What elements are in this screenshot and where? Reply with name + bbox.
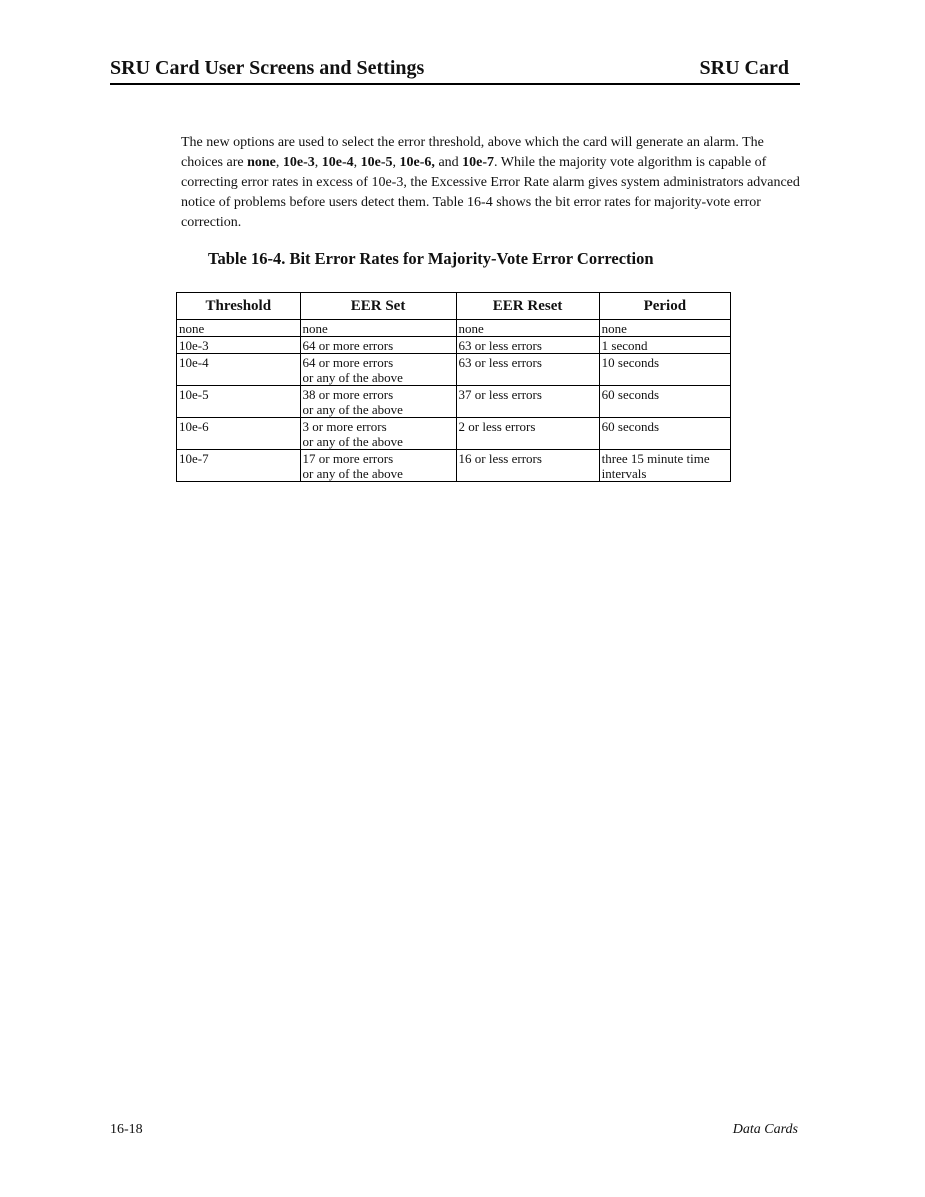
cell-threshold: 10e-3 <box>177 337 301 354</box>
cell-threshold: 10e-6 <box>177 418 301 450</box>
para-sep: , <box>353 155 361 170</box>
cell-eer-set-line: none <box>302 321 328 336</box>
cell-period: 60 seconds <box>599 386 730 418</box>
cell-eer-set-line: or any of the above <box>302 466 403 481</box>
header-divider <box>110 83 800 85</box>
para-sep: and <box>434 155 463 170</box>
table-caption: Table 16-4. Bit Error Rates for Majority-Vote Error Correction <box>208 249 654 268</box>
para-text-1: The new options are used to select the error threshold, above which the card will generate an alarm. The choices are <box>181 135 764 170</box>
cell-eer-set <box>300 354 456 386</box>
option-10e-3: 10e-3 <box>282 155 315 170</box>
cell-eer-set <box>300 450 456 482</box>
cell-eer-reset: 63 or less errors <box>456 354 599 386</box>
cell-eer-set-line: 17 or more errors <box>302 451 394 466</box>
cell-period: none <box>599 320 730 337</box>
page-header-section: SRU Card <box>699 57 789 79</box>
para-sep: , <box>275 155 283 170</box>
cell-eer-set-line: 3 or more errors <box>302 419 387 434</box>
cell-eer-reset: none <box>456 320 599 337</box>
cell-threshold: 10e-4 <box>177 354 301 386</box>
table-row <box>177 418 731 450</box>
cell-eer-set <box>300 320 456 337</box>
cell-eer-set <box>300 418 456 450</box>
footer-section: Data Cards <box>732 1122 798 1137</box>
cell-eer-set-line: or any of the above <box>302 402 403 417</box>
cell-period <box>599 450 730 482</box>
option-10e-5: 10e-5 <box>360 155 393 170</box>
cell-eer-set <box>300 386 456 418</box>
para-sep: , <box>392 155 400 170</box>
page-number: 16-18 <box>110 1122 143 1137</box>
cell-eer-set-line: or any of the above <box>302 370 403 385</box>
cell-eer-set <box>300 337 456 354</box>
cell-eer-set-line: 64 or more errors <box>302 355 394 370</box>
option-10e-6: 10e-6, <box>399 155 435 170</box>
cell-period: 10 seconds <box>599 354 730 386</box>
cell-eer-reset: 63 or less errors <box>456 337 599 354</box>
cell-threshold: 10e-5 <box>177 386 301 418</box>
cell-eer-reset: 37 or less errors <box>456 386 599 418</box>
cell-threshold: 10e-7 <box>177 450 301 482</box>
cell-period-line: intervals <box>601 466 647 481</box>
header-eer-reset: EER Reset <box>456 293 599 320</box>
table-header-row <box>177 293 731 320</box>
table-row <box>177 354 731 386</box>
option-10e-7: 10e-7 <box>462 155 495 170</box>
cell-period: 60 seconds <box>599 418 730 450</box>
body-paragraph <box>181 133 801 233</box>
option-10e-4: 10e-4 <box>321 155 354 170</box>
page-header-title: SRU Card User Screens and Settings <box>110 57 425 79</box>
option-none: none <box>247 155 276 170</box>
cell-eer-reset: 16 or less errors <box>456 450 599 482</box>
para-sep: , <box>314 155 322 170</box>
table-row <box>177 450 731 482</box>
header-period: Period <box>599 293 730 320</box>
cell-eer-set-line: 38 or more errors <box>302 387 394 402</box>
header-threshold: Threshold <box>177 293 301 320</box>
cell-eer-set-line: 64 or more errors <box>302 338 394 353</box>
bit-error-rate-table <box>176 292 731 482</box>
header-eer-set: EER Set <box>300 293 456 320</box>
cell-threshold: none <box>177 320 301 337</box>
para-text-2: . While the majority vote algorithm is capable of correcting error rates in excess of 10e-3, the Excessive Error Rate alarm gives system administrators advanced notice of problems before users detect them. Table 16-4 shows the bit error rates for majority-vote error correction. <box>181 155 800 230</box>
table-row <box>177 386 731 418</box>
table-row <box>177 337 731 354</box>
cell-eer-reset: 2 or less errors <box>456 418 599 450</box>
table-row <box>177 320 731 337</box>
cell-period-line: three 15 minute time <box>601 451 710 466</box>
cell-period: 1 second <box>599 337 730 354</box>
cell-eer-set-line: or any of the above <box>302 434 403 449</box>
